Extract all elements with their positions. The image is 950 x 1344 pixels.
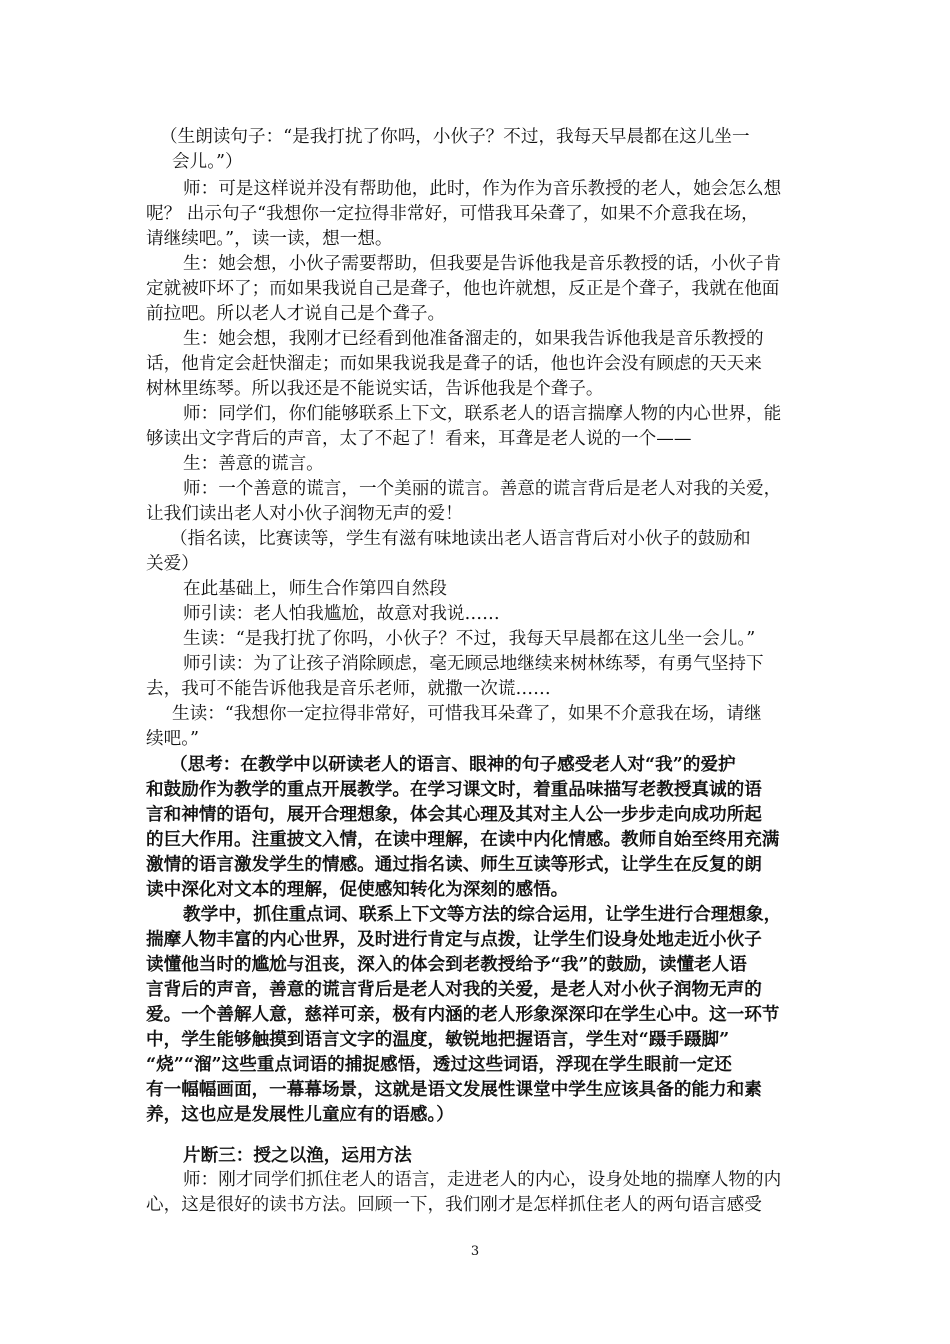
text-line: 树林里练琴。所以我还是不能说实话，告诉他我是个聋子。 (146, 379, 604, 399)
reflection-line: 教学中，抓住重点词、联系上下文等方法的综合运用，让学生进行合理想象， (183, 904, 782, 925)
text-line: 会儿。”） (172, 152, 243, 172)
text-line: 生：她会想，我刚才已经看到他准备溜走的，如果我告诉他我是音乐教授的 (183, 329, 764, 349)
text-line: 生：善意的谎言。 (183, 454, 324, 474)
text-line: 师引读：为了让孩子消除顾虑，毫无顾忌地继续来树林练琴，有勇气坚持下 (183, 654, 764, 674)
text-line: 师：同学们，你们能够联系上下文，联系老人的语言揣摩人物的内心世界，能 (183, 404, 782, 424)
text-line: 定就被吓坏了；而如果我说自己是聋子，他也许就想，反正是个聋子，我就在他面 (146, 279, 780, 299)
reflection-line: 的巨大作用。注重披文入情，在读中理解，在读中内化情感。教师自始至终用充满 (146, 829, 780, 850)
text-line: 在此基础上，师生合作第四自然段 (183, 579, 447, 599)
reflection-line: 有一幅幅画面，一幕幕场景，这就是语文发展性课堂中学生应该具备的能力和素 (146, 1079, 762, 1100)
text-line: 生：她会想，小伙子需要帮助，但我要是告诉他我是音乐教授的话，小伙子肯 (183, 254, 782, 274)
text-line: 请继续吧。”，读一读，想一想。 (146, 229, 393, 249)
reflection-line: 言背后的声音，善意的谎言背后是老人对我的关爱，是老人对小伙子润物无声的 (146, 979, 762, 1000)
text-line: 心，这是很好的读书方法。回顾一下，我们刚才是怎样抓住老人的两句语言感受 (146, 1195, 762, 1215)
text-line: 生读：“是我打扰了你吗，小伙子？不过，我每天早晨都在这儿坐一会儿。” (183, 629, 756, 649)
text-line: 师：一个善意的谎言，一个美丽的谎言。善意的谎言背后是老人对我的关爱， (183, 479, 782, 499)
reflection-line: （思考：在教学中以研读老人的语言、眼神的句子感受老人对“我”的爱护 (170, 754, 736, 775)
text-line: 让我们读出老人对小伙子润物无声的爱！ (146, 504, 463, 524)
reflection-line: 言和神情的语句，展开合理想象，体会其心理及其对主人公一步步走向成功所起 (146, 804, 762, 825)
reflection-line: 养，这也应是发展性儿童应有的语感。） (146, 1104, 454, 1125)
text-line: 前拉吧。所以老人才说自己是个聋子。 (146, 304, 446, 324)
reflection-line: 中，学生能够触摸到语言文字的温度，敏锐地把握语言，学生对“蹑手蹑脚” (146, 1029, 730, 1050)
reflection-line: 揣摩人物丰富的内心世界，及时进行肯定与点拨，让学生们设身处地走近小伙子 (146, 929, 762, 950)
text-line: 够读出文字背后的声音，太了不起了！看来，耳聋是老人说的一个—— (146, 429, 692, 449)
text-line: 师：刚才同学们抓住老人的语言，走进老人的内心，设身处地的揣摩人物的内 (183, 1170, 782, 1190)
reflection-line: 激情的语言激发学生的情感。通过指名读、师生互读等形式，让学生在反复的朗 (146, 854, 762, 875)
reflection-line: 读中深化对文本的理解，促使感知转化为深刻的感悟。 (146, 879, 569, 900)
text-line: （指名读，比赛读等，学生有滋有味地读出老人语言背后对小伙子的鼓励和 (170, 529, 751, 549)
text-line: （生朗读句子：“是我打扰了你吗，小伙子？不过，我每天早晨都在这儿坐一 (160, 127, 750, 147)
reflection-line: 和鼓励作为教学的重点开展教学。在学习课文时，着重品味描写老教授真诚的语 (146, 779, 762, 800)
reflection-line: “烧”“溜”这些重点词语的捕捉感悟，透过这些词语，浮现在学生眼前一定还 (146, 1054, 732, 1075)
reflection-line: 读懂他当时的尴尬与沮丧，深入的体会到老教授给予“我”的鼓励，读懂老人语 (146, 954, 747, 975)
text-line: 师：可是这样说并没有帮助他，此时，作为作为音乐教授的老人，她会怎么想 (183, 179, 782, 199)
text-line: 师引读：老人怕我尴尬，故意对我说…… (183, 604, 500, 624)
text-line: 呢？ 出示句子“我想你一定拉得非常好，可惜我耳朵聋了，如果不介意我在场， (146, 204, 759, 224)
text-line: 话，他肯定会赶快溜走；而如果我说我是聋子的话，他也许会没有顾虑的天天来 (146, 354, 762, 374)
text-line: 去，我可不能告诉他我是音乐老师，就撒一次谎…… (146, 679, 551, 699)
reflection-line: 爱。一个善解人意，慈祥可亲，极有内涵的老人形象深深印在学生心中。这一环节 (146, 1004, 780, 1025)
text-line: 关爱） (146, 554, 199, 574)
text-line: 生读：“我想你一定拉得非常好，可惜我耳朵聋了，如果不介意我在场，请继 (172, 704, 762, 724)
section-heading: 片断三：授之以渔，运用方法 (183, 1145, 412, 1166)
text-line: 续吧。” (146, 729, 199, 749)
page-number: 3 (470, 1244, 480, 1259)
